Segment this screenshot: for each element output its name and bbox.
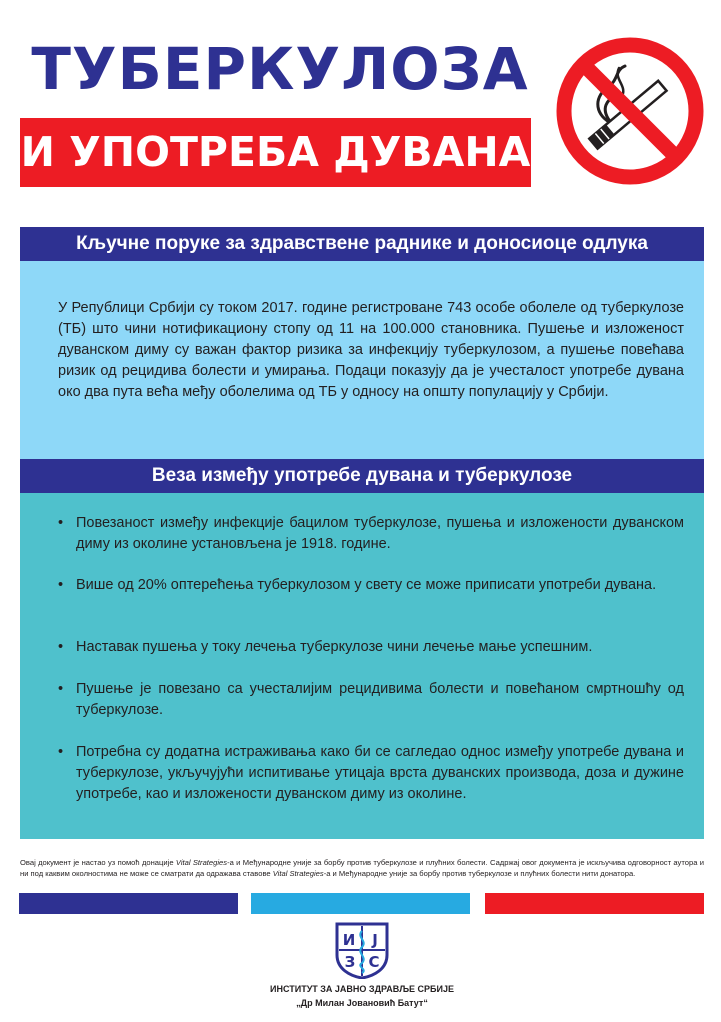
title-tuberculosis: ТУБЕРКУЛОЗА <box>31 35 529 103</box>
logo-letter: С <box>368 953 380 971</box>
stripe-blue <box>251 893 470 914</box>
key-messages-text: У Републици Србији су током 2017. године регистроване 743 особе оболеле од туберкулозе (ТБ) што чини нотификациону стопу од 11 на 100.000 становника. Пушење и изложеност дуванском диму су важан фактор ризика за инфекцију туберкулозом, а пушење повећава ризик од рецидива болести и умирања. Подаци показују да је учесталост употребе дувана око два пута већа међу оболелима од ТБ у односу на општу популацију у Србији. <box>58 300 684 400</box>
bullet-text: Више од 20% оптерећења туберкулозом у свету се може приписати употреби дувана. <box>76 577 657 593</box>
list-item <box>58 679 684 721</box>
logo-letter: Ј <box>372 931 378 949</box>
disclaimer-org: Vital Strategies <box>272 869 324 878</box>
list-item <box>58 513 684 555</box>
institute-namesake: „Др Милан Јовановић Батут“ <box>296 998 428 1008</box>
bullet-marker: • <box>58 681 64 697</box>
list-item <box>58 575 684 596</box>
subtitle-tobacco-use: И УПОТРЕБА ДУВАНА <box>20 128 531 176</box>
link-heading: Веза између употребе дувана и туберкулозе <box>20 459 704 493</box>
disclaimer-part: -а и Међународне уније за борбу против туберкулозе и плућних болести. Садржај овог документа је искључива одговорност аутора и ни под каквим околностима не може се сматрати да одражава ставове <box>20 858 704 878</box>
logo-letter: И <box>342 931 356 949</box>
subtitle-banner <box>20 118 531 187</box>
bullet-text: Повезаност између инфекције бацилом туберкулозе, пушења и изложености дуванском диму из околине установљена је 1918. године. <box>76 515 684 552</box>
institute-logo <box>334 921 390 979</box>
link-panel <box>20 493 704 839</box>
bullet-text: Наставак пушења у току лечења туберкулозе чини лечење мање успешним. <box>76 639 593 655</box>
bullet-marker: • <box>58 744 64 760</box>
disclaimer-part: -а и Међународне уније за борбу против туберкулозе и плућних болести нити донатора. <box>323 869 636 878</box>
bullet-marker: • <box>58 639 64 655</box>
no-smoking-icon <box>555 36 705 186</box>
bullet-marker: • <box>58 577 64 593</box>
institute-name: ИНСТИТУТ ЗА ЈАВНО ЗДРАВЉЕ СРБИЈЕ <box>269 984 454 994</box>
list-item <box>58 637 684 658</box>
stripe-red <box>485 893 704 914</box>
donor-disclaimer <box>20 857 704 879</box>
bullet-marker: • <box>58 515 64 531</box>
list-item <box>58 742 684 805</box>
logo-letter: З <box>344 953 356 971</box>
stripe-navy <box>19 893 238 914</box>
key-messages-heading: Кључне поруке за здравствене раднике и доносиоце одлука <box>20 227 704 261</box>
key-messages-panel <box>20 261 704 459</box>
disclaimer-part: Овај документ је настао уз помоћ донације <box>20 858 176 867</box>
disclaimer-org: Vital Strategies <box>175 858 228 867</box>
bullet-text: Пушење је повезано са учесталијим рецидивима болести и повећаном смртношћу од туберкулозе. <box>76 681 684 718</box>
bullet-text: Потребна су додатна истраживања како би се сагледао однос између употребе дувана и туберкулозе, укључујући испитивање утицаја врста дуванских производа, доза и дужине употребе, као и изложености дуванском диму из околине. <box>76 744 684 802</box>
